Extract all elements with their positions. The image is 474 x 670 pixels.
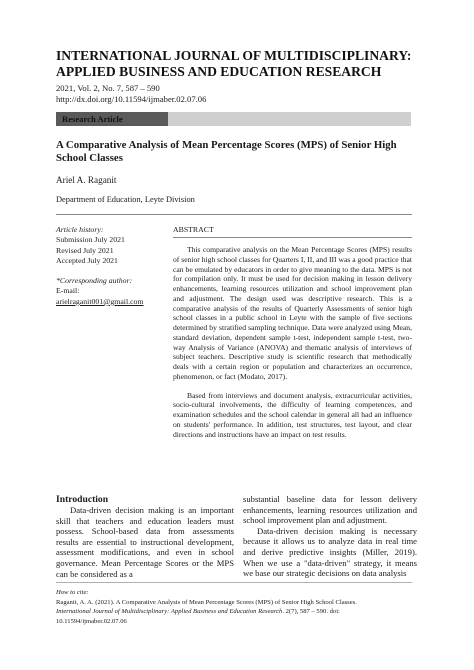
accepted-date: Accepted July 2021 xyxy=(56,255,118,265)
citation-block xyxy=(56,588,416,626)
volume-line: 2021, Vol. 2, No. 7, 587 – 590 xyxy=(56,83,160,93)
email-link[interactable]: arielraganit001@gmail.com xyxy=(56,296,144,306)
intro-paragraph-2: substantial baseline data for lesson delivery enhancements, learning resources utilization and school improvement plan and adjustment. xyxy=(243,494,417,526)
abstract-paragraph-2: Based from interviews and document analysis, extracurricular activities, socio-cultural involvements, the difficulty of learning competences, and examination schedules and the school calendar in general all had an influence on students' performance. In addition, test structures, test layout, and clear directions and instructions have an impact on test results. xyxy=(173,390,412,439)
citation-journal: International Journal of Multidisciplinary: Applied Business and Education Research xyxy=(56,608,283,616)
article-info-panel xyxy=(56,225,168,307)
journal-title: INTERNATIONAL JOURNAL OF MULTIDISCIPLINARY: APPLIED BUSINESS AND EDUCATION RESEARCH xyxy=(56,48,412,79)
author-name: Ariel A. Raganit xyxy=(56,175,117,185)
abstract-paragraph-1: This comparative analysis on the Mean Percentage Scores (MPS) results of senior high school classes for Quarters I, II, and III was a good practice that can be emulated by educators in order to give meaning to the data. MPS is not for compilation only. It must be used for decision making in lesson delivery enhancements, learning resources utilization and school improvement plan and adjustment. The design used was descriptive research. This is a comparative analysis of the results of Quarterly Assessments of senior high school classes in a public school in Leyte with the sample of five sections determined by stratified sampling technique. Data were analyzed using Mean, standard deviation, dependent sample t-test, independent sample t-test, two-way Analysis of Variance (ANOVA) and thematic analysis of interviews of subject teachers. Descriptive study is scientific research that methodically deals with a certain region or population and characterizes an occurrence, phenomenon, or fact (Modato, 2017). xyxy=(173,245,412,381)
intro-paragraph-3: Data-driven decision making is necessary because it allows us to analyze data in real time and derive predictive insights (Miller, 2019). When we use a "data-driven" strategy, it means we base our strategic decisions on data analysis xyxy=(243,525,417,579)
intro-left-column xyxy=(56,505,234,579)
citation-volume: . 2(7), 587 – 590. doi: xyxy=(282,608,340,616)
section-bar xyxy=(56,112,411,126)
submission-date: Submission July 2021 xyxy=(56,235,125,245)
section-label: Research Article xyxy=(62,114,123,124)
abstract-heading: ABSTRACT xyxy=(173,225,214,234)
intro-right-column xyxy=(243,494,417,579)
intro-paragraph-1: Data-driven decision making is an important skill that teachers and education leaders must possess. School-based data from assessments results are essential to instructional development, assessment modifications, and even in school governance. Mean Percentage Scores or the MPS can be considered as a xyxy=(56,505,234,579)
revised-date: Revised July 2021 xyxy=(56,245,114,255)
abstract-divider xyxy=(173,237,412,238)
journal-meta xyxy=(56,83,436,104)
doi-link[interactable]: http://dx.doi.org/10.11594/ijmaber.02.07.06 xyxy=(56,93,207,104)
citation-line-1: Raganit, A. A. (2021). A Comparative Analysis of Mean Percentage Scores (MPS) of Senior High School Classes. xyxy=(56,598,357,606)
abstract-body xyxy=(173,245,412,439)
email-label: E-mail: xyxy=(56,286,80,296)
history-label: Article history: xyxy=(56,225,104,234)
header-divider xyxy=(56,214,412,215)
corresponding-label: *Corresponding author: xyxy=(56,276,133,286)
citation-line-2 xyxy=(56,607,416,617)
footer-divider xyxy=(56,582,412,583)
introduction-heading: Introduction xyxy=(56,494,109,505)
citation-doi[interactable]: 10.11594/ijmaber.02.07.06 xyxy=(56,617,127,625)
author-affiliation: Department of Education, Leyte Division xyxy=(56,195,195,204)
article-title: A Comparative Analysis of Mean Percentage Scores (MPS) of Senior High School Classes xyxy=(56,139,397,164)
citation-label: How to cite: xyxy=(56,589,89,596)
